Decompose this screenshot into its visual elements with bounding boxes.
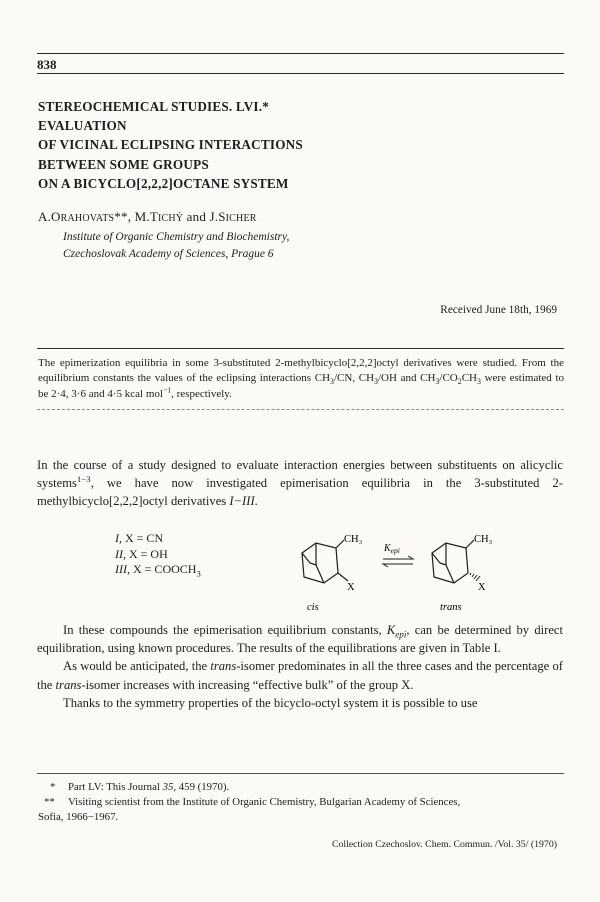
header-rule — [37, 73, 564, 74]
compound-item: I, X = CN — [115, 531, 164, 545]
title-line: OF VICINAL ECLIPSING INTERACTIONS — [38, 137, 303, 153]
journal-footer: Collection Czechoslov. Chem. Commun. /Vol. 35/ (1970) — [331, 839, 557, 850]
cis-ch3-label: CH₃ — [344, 534, 363, 545]
affiliation: Institute of Organic Chemistry and Biochemistry, Czechoslovak Academy of Sciences, Prague 6 — [63, 231, 290, 260]
abstract-top-rule — [37, 348, 564, 349]
title-line: BETWEEN SOME GROUPS — [38, 156, 209, 172]
author-name: J.SICHER — [209, 209, 257, 224]
trans-x-label: X — [478, 582, 486, 593]
paragraph: Thanks to the symmetry properties of the bicyclo-octyl system it is possible to use — [63, 695, 478, 710]
paragraph: In these compounds the epimerisation equilibrium constants, $K_{epi}$, can be determined by direct equilibration, using known procedures. The results of the equilibrations are given in Table I. — [37, 623, 564, 656]
compound-item: III, $X = COOCH_3$ — [115, 562, 201, 579]
footnote-rule — [37, 773, 564, 774]
title-line: ON A BICYCLO[2,2,2]OCTANE SYSTEM — [38, 175, 289, 191]
trans-label: trans — [440, 602, 462, 610]
trans-ch3-label: CH₃ — [474, 534, 493, 545]
article-title — [38, 97, 303, 193]
abstract: The epimerization equilibria in some 3-substituted 2-methylbicyclo[2,2,2]octyl derivatives were studied. From the equilibrium constants the values of the eclipsing interactions $CH_3/CN$, $CH_3/OH$ and $CH_3/CO_2CH_3$ were estimated to be 2·4, 3·6 and 4·5 kcal mol$^{-1}$, respectively. — [38, 357, 564, 400]
cis-x-label: X — [347, 582, 355, 593]
body-text — [37, 621, 563, 712]
compound-item: II, X = OH — [115, 546, 168, 561]
footnotes: * Part LV: This Journal 35, 459 (1970). ** Visiting scientist from the Institute of Organic Chemistry, Bulgarian Academy of Sciences, Sofia, 1966−1967. — [38, 780, 564, 825]
top-rule — [37, 53, 564, 54]
paragraph: As would be anticipated, the trans-isomer predominates in all the three cases and the percentage of the trans-isomer increases with increasing “effective bulk” of the group X. — [37, 659, 563, 692]
title-line: STEREOCHEMICAL STUDIES. LVI.* — [38, 99, 270, 114]
authors-line: A.ORAHOVATS**, M.TICHÝ and J.SICHER — [38, 209, 257, 224]
intro-paragraph: In the course of a study designed to evaluate interaction energies between substituents on alicyclic systems$^{1-3}$, we have now investigated epimerisation equilibria in the 3-substituted 2-methylbicyclo[2,2,2]octyl derivatives I−III. — [37, 458, 563, 509]
cis-label: cis — [307, 602, 319, 610]
epimerization-scheme — [280, 515, 530, 610]
footnote: * Part LV: This Journal 35, 459 (1970). — [50, 781, 230, 793]
author-name: M.TICHÝ — [134, 209, 184, 224]
cis-structure — [302, 540, 348, 583]
hashed-bond-icon — [470, 573, 480, 581]
author-name: A.ORAHOVATS** — [38, 209, 128, 224]
page-number: 838 — [37, 57, 57, 72]
footnote: ** Visiting scientist from the Institute of Organic Chemistry, Bulgarian Academy of Sciences, — [44, 796, 461, 808]
trans-structure — [432, 540, 474, 583]
equilibrium-arrows-icon — [383, 556, 413, 567]
k-epi-label: $K_{epi}$ — [384, 543, 400, 555]
abstract-bottom-rule — [37, 409, 564, 410]
compound-list — [115, 531, 201, 578]
received-date: Received June 18th, 1969 — [440, 304, 557, 316]
title-line: EVALUATION — [38, 118, 127, 134]
